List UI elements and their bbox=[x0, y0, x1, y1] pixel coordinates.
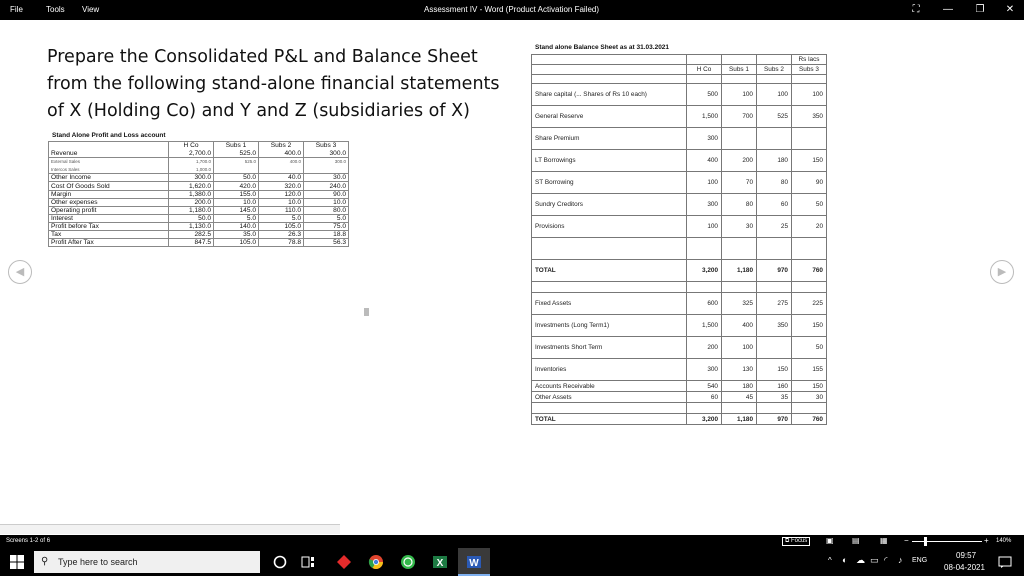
table-row: Investments Short Term 200 100 50 bbox=[532, 337, 827, 359]
next-screen-button[interactable]: ▶ bbox=[990, 260, 1014, 284]
cortana-icon[interactable] bbox=[272, 554, 288, 570]
table-row: External Sales 1,700.0 525.0 400.0 300.0 bbox=[49, 158, 349, 166]
table-row: Cost Of Goods Sold 1,620.0 420.0 320.0 240.0 bbox=[49, 182, 349, 190]
print-layout-icon[interactable]: ▤ bbox=[852, 536, 860, 545]
search-icon: ⚲ bbox=[41, 556, 49, 567]
table-row: General Reserve 1,500 700 525 350 bbox=[532, 106, 827, 128]
pl-header: Subs 2 bbox=[259, 142, 304, 150]
wifi-icon[interactable]: ◜ bbox=[884, 555, 888, 565]
app-diamond-icon[interactable] bbox=[336, 554, 352, 570]
restore-button[interactable]: ❐ bbox=[975, 4, 985, 15]
screen-counter: Screens 1-2 of 6 bbox=[6, 538, 51, 544]
table-row: Other expenses 200.0 10.0 10.0 10.0 bbox=[49, 198, 349, 206]
excel-icon[interactable] bbox=[432, 554, 448, 570]
bs-header: Subs 3 bbox=[792, 65, 827, 75]
balance-sheet-table bbox=[531, 54, 827, 425]
word-taskbar-item[interactable] bbox=[458, 548, 490, 576]
web-layout-icon[interactable]: ▦ bbox=[880, 536, 888, 545]
chrome-icon[interactable] bbox=[368, 554, 384, 570]
window-title: Assessment IV - Word (Product Activation Failed) bbox=[424, 5, 600, 14]
status-bar bbox=[0, 535, 1024, 548]
table-row: Accounts Receivable 540 180 160 150 bbox=[532, 381, 827, 392]
word-icon bbox=[466, 554, 482, 570]
zoom-slider[interactable] bbox=[912, 541, 982, 542]
svg-text:W: W bbox=[469, 558, 479, 569]
pl-table bbox=[48, 141, 349, 247]
table-row: Profit before Tax 1,130.0 140.0 105.0 75.0 bbox=[49, 222, 349, 230]
title-bar bbox=[0, 0, 1024, 20]
notification-tray-icon[interactable]: ◐ bbox=[842, 555, 848, 565]
volume-icon[interactable]: ♪ bbox=[898, 555, 903, 565]
svg-text:X: X bbox=[436, 558, 444, 569]
table-row: Operating profit 1,180.0 145.0 110.0 80.0 bbox=[49, 206, 349, 214]
taskbar bbox=[0, 548, 1024, 576]
zoom-in-button[interactable]: + bbox=[984, 536, 989, 545]
onedrive-icon[interactable]: ☁ bbox=[856, 555, 865, 565]
menu-view[interactable]: View bbox=[82, 5, 100, 14]
table-row: Other Assets 60 45 35 30 bbox=[532, 392, 827, 403]
chevron-up-icon[interactable]: ^ bbox=[828, 556, 832, 565]
table-row: Interest 50.0 5.0 5.0 5.0 bbox=[49, 214, 349, 222]
table-row: Intercos Sales 1,000.0 bbox=[49, 166, 349, 174]
table-row: Share Premium 300 bbox=[532, 128, 827, 150]
bs-header: Subs 1 bbox=[722, 65, 757, 75]
table-row: LT Borrowings 400 200 180 150 bbox=[532, 150, 827, 172]
pl-header: Subs 1 bbox=[214, 142, 259, 150]
task-view-icon[interactable] bbox=[300, 554, 316, 570]
table-row: Inventories 300 130 150 155 bbox=[532, 359, 827, 381]
zoom-slider-thumb[interactable] bbox=[924, 537, 927, 546]
table-row: Sundry Creditors 300 80 60 50 bbox=[532, 194, 827, 216]
table-row: ST Borrowing 100 70 80 90 bbox=[532, 172, 827, 194]
document-area bbox=[0, 20, 1024, 524]
table-row: Provisions 100 30 25 20 bbox=[532, 216, 827, 238]
table-row: Tax 282.5 35.0 26.3 18.8 bbox=[49, 231, 349, 239]
table-row: Margin 1,380.0 155.0 120.0 90.0 bbox=[49, 190, 349, 198]
language-indicator[interactable]: ENG bbox=[912, 557, 928, 564]
focus-button[interactable]: ⧉ Focus bbox=[782, 537, 810, 546]
read-mode-icon[interactable]: ▣ bbox=[826, 536, 834, 545]
close-button[interactable]: ✕ bbox=[1005, 4, 1015, 15]
pl-header: Subs 3 bbox=[304, 142, 349, 150]
bs-header: Subs 2 bbox=[757, 65, 792, 75]
table-row: TOTAL 3,200 1,180 970 760 bbox=[532, 260, 827, 282]
table-row: Investments (Long Term1) 1,500 400 350 150 bbox=[532, 315, 827, 337]
search-input[interactable]: ⚲ Type here to search bbox=[34, 551, 260, 573]
fullscreen-icon[interactable]: ⛶ bbox=[912, 4, 920, 15]
menu-tools[interactable]: Tools bbox=[46, 5, 65, 14]
zoom-out-button[interactable]: − bbox=[904, 536, 909, 545]
previous-screen-button[interactable]: ◀ bbox=[8, 260, 32, 284]
table-row: Fixed Assets 600 325 275 225 bbox=[532, 293, 827, 315]
unit-label: Rs lacs bbox=[792, 55, 827, 65]
bs-table-title: Stand alone Balance Sheet as at 31.03.2021 bbox=[535, 44, 670, 51]
question-heading: Prepare the Consolidated P&L and Balance Sheet from the following stand-alone financial statements of X (Holding Co) and Y and Z (subsidiaries of X) bbox=[47, 47, 500, 121]
table-row: Other Income 300.0 50.0 40.0 30.0 bbox=[49, 174, 349, 182]
table-row: Profit After Tax 847.5 105.0 78.8 56.3 bbox=[49, 239, 349, 247]
focus-icon: ⧉ bbox=[785, 538, 790, 544]
windows-start-icon[interactable] bbox=[9, 554, 25, 570]
pl-header: H Co bbox=[169, 142, 214, 150]
horizontal-scrollbar[interactable] bbox=[0, 524, 340, 534]
clock-date[interactable]: 08-04-2021 bbox=[944, 563, 985, 572]
cell-cursor bbox=[364, 308, 369, 316]
bs-header: H Co bbox=[687, 65, 722, 75]
table-row: Revenue 2,700.0 525.0 400.0 300.0 bbox=[49, 150, 349, 158]
action-center-icon[interactable] bbox=[998, 556, 1012, 568]
menu-file[interactable]: File bbox=[10, 5, 23, 14]
zoom-level[interactable]: 140% bbox=[996, 538, 1012, 544]
pl-table-title: Stand Alone Profit and Loss account bbox=[52, 132, 166, 139]
table-row: Share capital (... Shares of Rs 10 each) 500 100 100 100 bbox=[532, 84, 827, 106]
minimize-button[interactable]: — bbox=[943, 4, 953, 15]
clock-time[interactable]: 09:57 bbox=[956, 551, 977, 560]
battery-icon[interactable]: ▭ bbox=[870, 555, 879, 565]
whatsapp-icon[interactable] bbox=[400, 554, 416, 570]
table-row: TOTAL 3,200 1,180 970 760 bbox=[532, 414, 827, 425]
